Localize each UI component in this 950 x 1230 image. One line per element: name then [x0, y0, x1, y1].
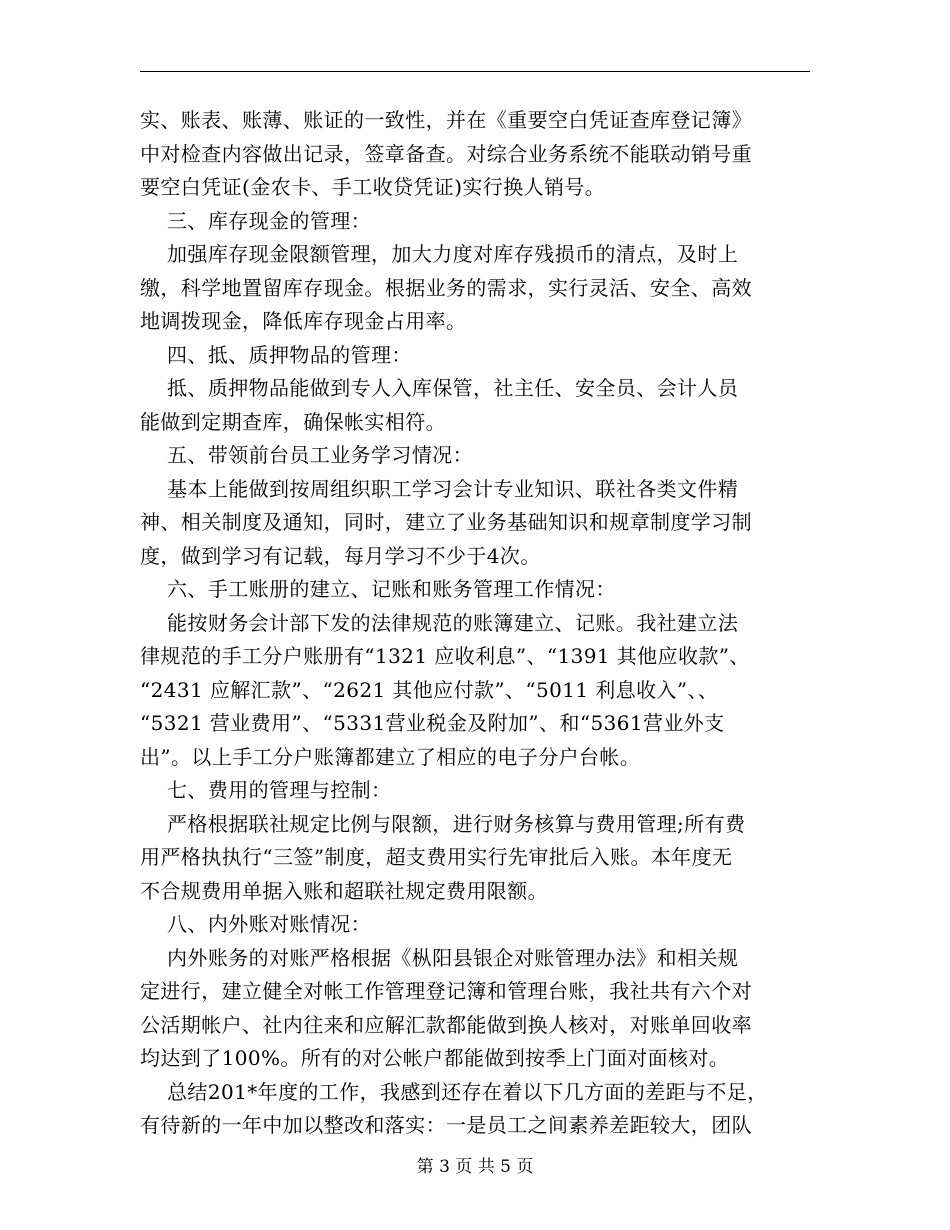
text-line: 均达到了100%。所有的对公帐户都能做到按季上门面对面核对。	[140, 1046, 730, 1070]
text-line: 基本上能做到按周组织职工学习会计专业知识、联社各类文件精	[140, 476, 739, 501]
text-line: 要空白凭证(金农卡、手工收贷凭证)实行换人销号。	[140, 175, 606, 199]
text-line: 出”。以上手工分户账簿都建立了相应的电子分户台帐。	[140, 744, 641, 769]
text-line: 公活期帐户、社内往来和应解汇款都能做到换人核对，对账单回收率	[140, 1012, 752, 1037]
section-heading: 八、内外账对账情况：	[140, 912, 372, 936]
section-heading: 五、带领前台员工业务学习情况：	[140, 443, 474, 467]
text-line: 度，做到学习有记载，每月学习不少于4次。	[140, 543, 541, 568]
text-line: 神、相关制度及通知，同时，建立了业务基础知识和规章制度学习制	[140, 510, 752, 534]
text-line: 加强库存现金限额管理，加大力度对库存残损币的清点，及时上	[140, 242, 739, 266]
text-line: 能按财务会计部下发的法律规范的账簿建立、记账。我社建立法	[140, 610, 739, 635]
text-line: “2431 应解汇款”、“2621 其他应付款”、“5011 利息收入”、、	[140, 677, 719, 702]
text-line: 内外账务的对账严格根据《枞阳县银企对账管理办法》和相关规	[140, 945, 739, 970]
document-body	[140, 104, 812, 1143]
text-line: 能做到定期查库，确保帐实相符。	[140, 409, 446, 434]
text-line: 总结201*年度的工作，我感到还存在着以下几方面的差距与不足，	[140, 1079, 768, 1104]
text-line: 有待新的一年中加以整改和落实：一是员工之间素养差距较大，团队	[140, 1113, 752, 1137]
header-rule	[140, 71, 810, 72]
text-line: 地调拨现金，降低库存现金占用率。	[140, 309, 467, 333]
text-line: 定进行，建立健全对帐工作管理登记簿和管理台账，我社共有六个对	[140, 979, 752, 1003]
text-line: 中对检查内容做出记录，签章备查。对综合业务系统不能联动销号重	[140, 141, 752, 166]
section-heading: 七、费用的管理与控制：	[140, 778, 392, 802]
text-line: 抵、质押物品能做到专人入库保管，社主任、安全员、会计人员	[140, 376, 739, 400]
section-heading: 四、抵、质押物品的管理：	[140, 342, 412, 367]
text-line: 实、账表、账薄、账证的一致性，并在《重要空白凭证查库登记簿》	[140, 108, 752, 132]
section-heading: 六、手工账册的建立、记账和账务管理工作情况：	[140, 577, 616, 601]
page-footer: 第 3 页 共 5 页	[416, 1157, 534, 1177]
text-line: 不合规费用单据入账和超联社规定费用限额。	[140, 878, 548, 903]
text-line: 律规范的手工分户账册有“1321 应收利息”、“1391 其他应收款”、	[140, 644, 750, 668]
section-heading: 三、库存现金的管理：	[140, 208, 372, 233]
text-line: 严格根据联社规定比例与限额，进行财务核算与费用管理;所有费	[140, 811, 746, 836]
text-line: 缴，科学地置留库存现金。根据业务的需求，实行灵活、安全、高效	[140, 275, 752, 300]
text-line: 用严格执执行“三签”制度，超支费用实行先审批后入账。本年度无	[140, 845, 733, 869]
text-line: “5321 营业费用”、“5331营业税金及附加”、和“5361营业外支	[140, 711, 725, 735]
